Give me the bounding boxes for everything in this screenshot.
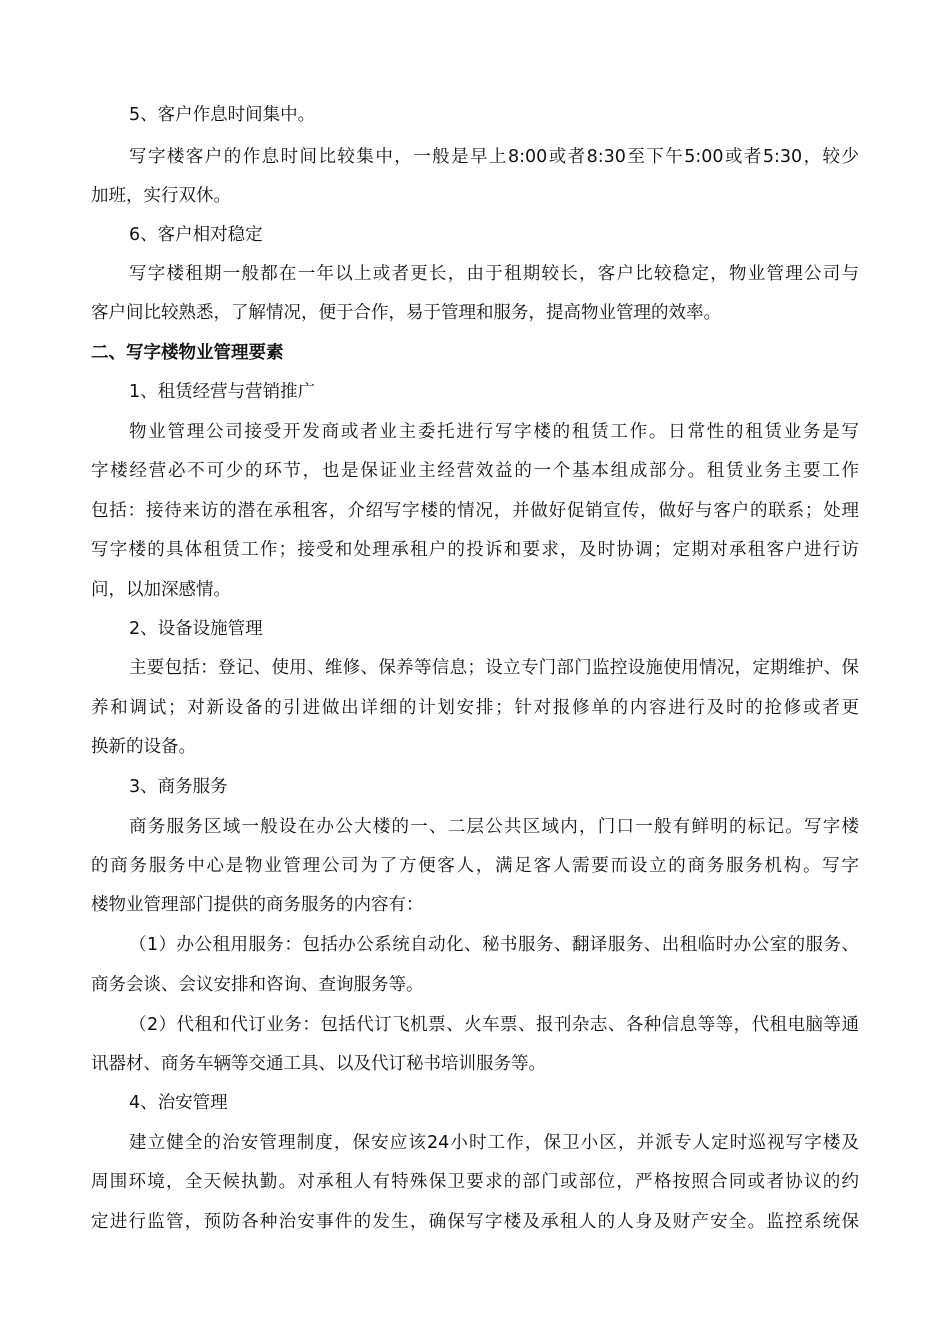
paragraph-line: 问，以加深感情。 (91, 580, 231, 600)
list-heading-6: 6、客户相对稳定 (129, 225, 263, 245)
paragraph-line: 加班，实行双休。 (91, 186, 231, 206)
paragraph-line: 商务服务区域一般设在办公大楼的一、二层公共区域内，门口一般有鲜明的标记。写字楼 (129, 817, 859, 837)
paragraph-line: 楼物业管理部门提供的商务服务的内容有： (91, 895, 424, 915)
paragraph-line: 主要包括：登记、使用、维修、保养等信息；设立专门部门监控设施使用情况，定期维护、保 (129, 658, 859, 678)
paragraph-line: 周围环境，全天候执勤。对承租人有特殊保卫要求的部门或部位，严格按照合同或者协议的约 (91, 1172, 859, 1192)
paragraph-line: 定进行监管，预防各种治安事件的发生，确保写字楼及承租人的人身及财产安全。监控系统保 (91, 1212, 859, 1232)
subsection-heading-4: 4、治安管理 (129, 1093, 228, 1113)
paragraph-line: 建立健全的治安管理制度，保安应该24小时工作，保卫小区，并派专人定时巡视写字楼及 (129, 1133, 859, 1153)
list-heading-5: 5、客户作息时间集中。 (129, 105, 316, 125)
paragraph-line: 写字楼租期一般都在一年以上或者更长，由于租期较长，客户比较稳定，物业管理公司与 (129, 264, 859, 284)
subsection-heading-3: 3、商务服务 (129, 777, 228, 797)
paragraph-line: 物业管理公司接受开发商或者业主委托进行写字楼的租赁工作。日常性的租赁业务是写 (129, 422, 859, 442)
paragraph-line: 换新的设备。 (91, 737, 196, 757)
paragraph-line: 商务会谈、会议安排和咨询、查询服务等。 (91, 975, 424, 995)
list-item-2: （2）代租和代订业务：包括代订飞机票、火车票、报刊杂志、各种信息等等，代租电脑等通 (129, 1015, 859, 1035)
paragraph-line: 讯器材、商务车辆等交通工具、以及代订秘书培训服务等。 (91, 1054, 546, 1074)
paragraph-line: 包括：接待来访的潜在承租客，介绍写字楼的情况，并做好促销宣传，做好与客户的联系；处理 (91, 501, 859, 521)
subsection-heading-2: 2、设备设施管理 (129, 619, 263, 639)
paragraph-line: 写字楼的具体租赁工作；接受和处理承租户的投诉和要求，及时协调；定期对承租客户进行访 (91, 540, 859, 560)
paragraph-line: 养和调试；对新设备的引进做出详细的计划安排；针对报修单的内容进行及时的抢修或者更 (91, 698, 859, 718)
list-item-1: （1）办公租用服务：包括办公系统自动化、秘书服务、翻译服务、出租临时办公室的服务、 (129, 935, 859, 955)
paragraph-line: 的商务服务中心是物业管理公司为了方便客人，满足客人需要而设立的商务服务机构。写字 (91, 856, 859, 876)
subsection-heading-1: 1、租赁经营与营销推广 (129, 382, 316, 402)
paragraph-line: 写字楼客户的作息时间比较集中，一般是早上8:00或者8:30至下午5:00或者5:30，较少 (129, 147, 859, 167)
paragraph-line: 字楼经营必不可少的环节，也是保证业主经营效益的一个基本组成部分。租赁业务主要工作 (91, 461, 859, 481)
paragraph-line: 客户间比较熟悉，了解情况，便于合作，易于管理和服务，提高物业管理的效率。 (91, 303, 721, 323)
section-heading: 二、写字楼物业管理要素 (91, 343, 284, 363)
